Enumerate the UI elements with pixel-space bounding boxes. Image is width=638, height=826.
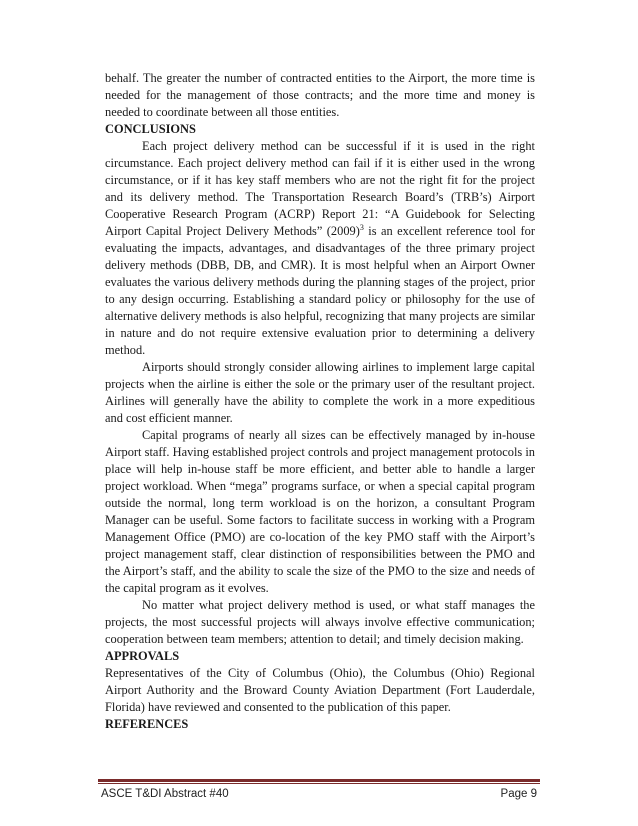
page-body bbox=[105, 70, 535, 733]
page-number: Page 9 bbox=[500, 788, 537, 800]
footnote-ref-3: 3 bbox=[359, 222, 364, 232]
footer-rule-thin bbox=[98, 783, 540, 784]
conclusions-p1-text-b: is an excellent reference tool for evaluating the impacts, advantages, and disadvantages of the three primary project delivery methods (DBB, DB, and CMR). It is most helpful when an Airport Owner evaluates the various delivery methods during the planning stages of the project, prior to any design occurring. Establishing a standard policy or philosophy for the use of alternative delivery methods is also helpful, recognizing that many projects are similar in nature and do not require extensive evaluation prior to determining a delivery method. bbox=[105, 224, 535, 357]
conclusions-paragraph-4: No matter what project delivery method is used, or what staff manages the projects, the most successful projects will always involve effective communication; cooperation between team members; attention to detail; and timely decision making. bbox=[105, 598, 535, 646]
references-heading: REFERENCES bbox=[105, 717, 189, 731]
approvals-paragraph: Representatives of the City of Columbus (Ohio), the Columbus (Ohio) Regional Airport Authority and the Broward County Aviation Department (Fort Lauderdale, Florida) have reviewed and consented to the publication of this paper. bbox=[105, 666, 535, 714]
footer-rule-thick bbox=[98, 779, 540, 782]
page-footer bbox=[101, 788, 537, 800]
footer-left-text: ASCE T&DI Abstract #40 bbox=[101, 788, 229, 800]
conclusions-p1-text-a: Each project delivery method can be successful if it is used in the right circumstance. Each project delivery method can fail if it is either used in the wrong circumstance, or if it has key staff members who are not the right fit for the project and its delivery method. The Transportation Research Board’s (TRB’s) Airport Cooperative Research Program (ACRP) Report 21: “A Guidebook for Selecting Airport Capital Project Delivery Methods” (2009) bbox=[105, 139, 535, 238]
approvals-heading: APPROVALS bbox=[105, 649, 180, 663]
conclusions-paragraph-1 bbox=[105, 138, 535, 359]
conclusions-paragraph-2: Airports should strongly consider allowing airlines to implement large capital projects when the airline is either the sole or the primary user of the resultant project. Airlines will generally have the ability to complete the work in a more expeditious and cost efficient manner. bbox=[105, 360, 535, 425]
conclusions-paragraph-3: Capital programs of nearly all sizes can be effectively managed by in-house Airport staff. Having established project controls and project management protocols in place will help in-house staff be more efficient, and better able to handle a larger project workload. When “mega” programs surface, or when a special capital program outside the normal, long term workload is on the horizon, a consultant Program Manager can be useful. Some factors to facilitate success in working with a Program Management Office (PMO) are co-location of the key PMO staff with the Airport’s project management staff, clear distinction of responsibilities between the PMO and the Airport’s staff, and the ability to scale the size of the PMO to the size and needs of the capital program as it evolves. bbox=[105, 428, 535, 595]
intro-paragraph: behalf. The greater the number of contracted entities to the Airport, the more time is needed for the management of those contracts; and the more time and money is needed to coordinate between all those entities. bbox=[105, 71, 535, 119]
conclusions-heading: CONCLUSIONS bbox=[105, 122, 196, 136]
